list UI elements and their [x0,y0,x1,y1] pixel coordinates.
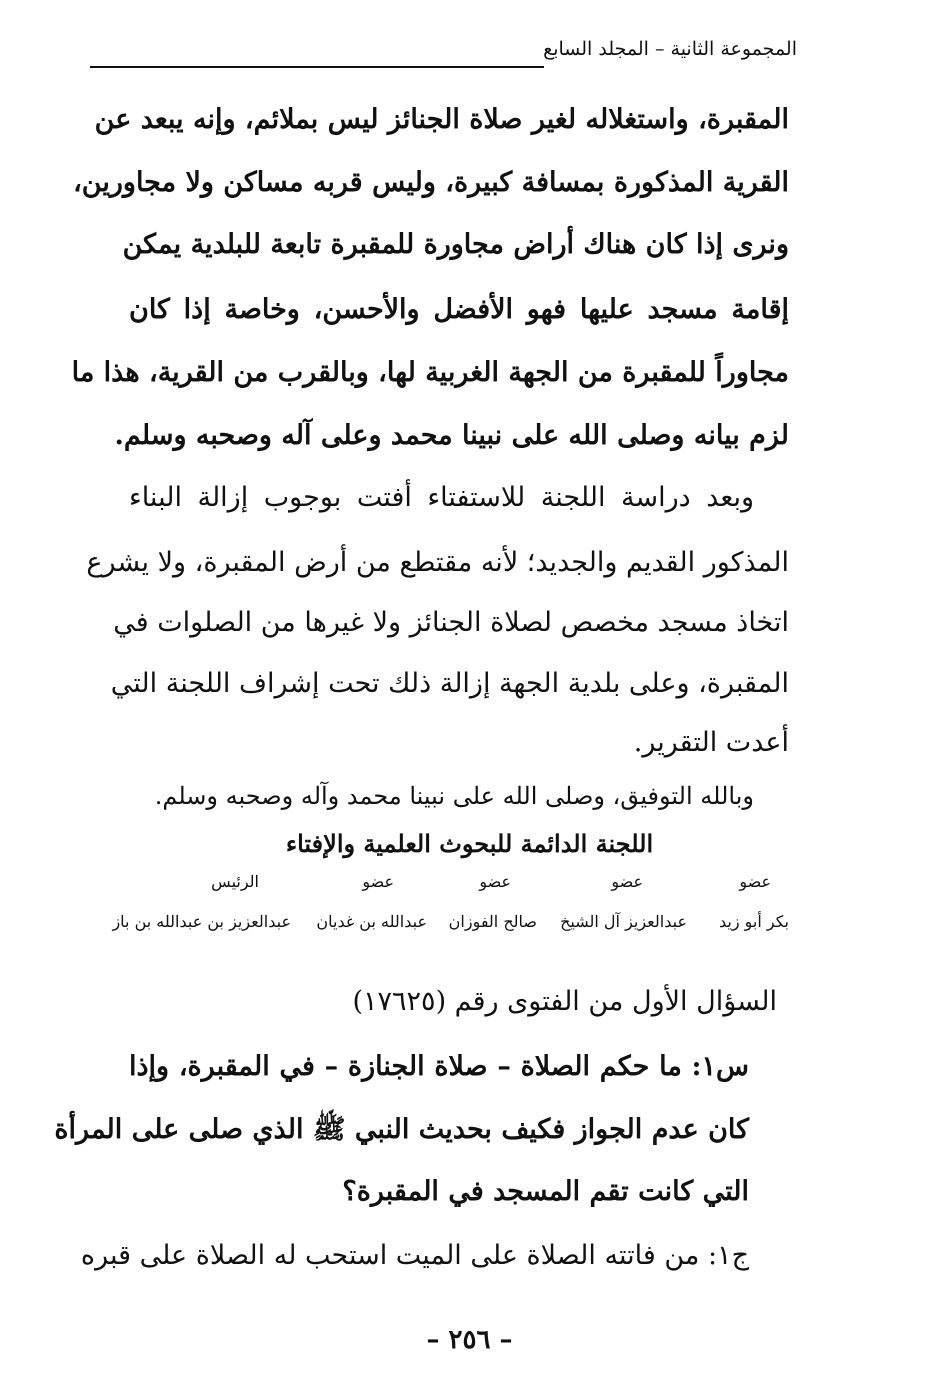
header-rule [90,66,544,68]
closing-line: وبالله التوفيق، وصلى الله على نبينا محمد وآله وصحبه وسلم. [154,782,754,810]
member-role: الرئيس [211,872,259,891]
member-name: عبدالله بن غديان [316,912,427,931]
member-role: عضو [739,872,771,891]
member-name: صالح الفوزان [448,912,537,931]
committee-title: اللجنة الدائمة للبحوث العلمية والإفتاء [285,829,654,858]
body-line: اتخاذ مسجد مخصص لصلاة الجنائز ولا غيرها من الصلوات في [113,607,789,638]
answer-line: ج١: من فاتته الصلاة على الميت استحب له الصلاة على قبره [80,1240,749,1271]
question-heading: السؤال الأول من الفتوى رقم (١٧٦٢٥) [352,986,777,1017]
question-line: س١: ما حكم الصلاة – صلاة الجنازة – في المقبرة، وإذا [129,1051,749,1082]
body-line: وبعد دراسة اللجنة للاستفتاء أفتت بوجوب إزالة البناء [129,482,754,513]
body-line: ونرى إذا كان هناك أراض مجاورة للمقبرة تابعة للبلدية يمكن [122,229,789,260]
body-line: القرية المذكورة بمسافة كبيرة، وليس قربه مساكن ولا مجاورين، [73,167,789,198]
body-line: المقبرة، وعلى بلدية الجهة إزالة ذلك تحت إشراف اللجنة التي [110,668,789,699]
question-line: كان عدم الجواز فكيف بحديث النبي ﷺ الذي صلى على المرأة [54,1114,749,1145]
member-name: عبدالعزيز آل الشيخ [560,912,687,931]
member-name: عبدالعزيز بن عبدالله بن باز [112,912,291,931]
member-name: بكر أبو زيد [718,912,789,931]
member-role: عضو [479,872,511,891]
member-role: عضو [362,872,394,891]
running-header: المجموعة الثانية – المجلد السابع [543,38,797,60]
body-line: أعدت التقرير. [633,727,789,758]
body-line: إقامة مسجد عليها فهو الأفضل والأحسن، وخاصة إذا كان [129,294,789,325]
body-line: المقبرة، واستغلاله لغير صلاة الجنائز ليس بملائم، وإنه يبعد عن [94,104,789,135]
body-line: المذكور القديم والجديد؛ لأنه مقتطع من أرض المقبرة، ولا يشرع [86,547,789,578]
member-role: عضو [611,872,643,891]
page-number: – ٢٥٦ – [426,1325,513,1355]
body-line: لزم بيانه وصلى الله على نبينا محمد وعلى آله وصحبه وسلم. [114,420,789,451]
body-line: مجاوراً للمقبرة من الجهة الغربية لها، وبالقرب من القرية، هذا ما [71,357,789,388]
question-line: التي كانت تقم المسجد في المقبرة؟ [342,1176,749,1207]
